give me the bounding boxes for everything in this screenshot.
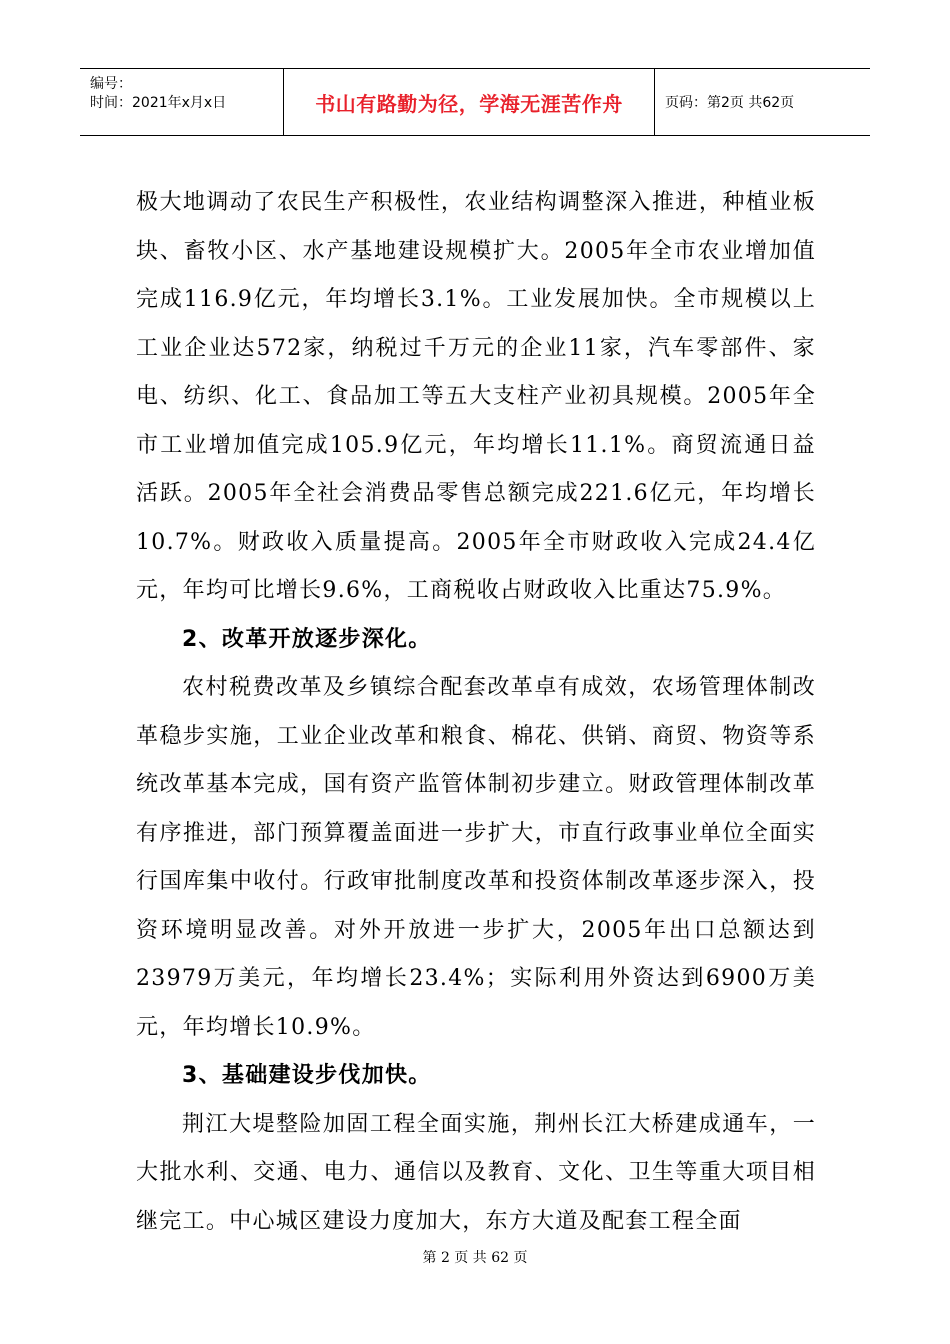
- paragraph-agriculture-industry: 极大地调动了农民生产积极性，农业结构调整深入推进，种植业板块、畜牧小区、水产基地建设规模扩大。2005年全市农业增加值完成116.9亿元，年均增长3.1%。工业发展加快。全市规模以上工业企业达572家，纳税过千万元的企业11家，汽车零部件、家电、纺织、化工、食品加工等五大支柱产业初具规模。2005年全市工业增加值完成105.9亿元，年均增长11.1%。商贸流通日益活跃。2005年全社会消费品零售总额完成221.6亿元，年均增长10.7%。财政收入质量提高。2005年全市财政收入完成24.4亿元，年均可比增长9.6%，工商税收占财政收入比重达75.9%。: [136, 190, 816, 603]
- header-meta: [80, 69, 283, 135]
- time-label: 时间：2021年x月x日: [90, 95, 227, 111]
- section-heading-reform: 2、改革开放逐步深化。: [182, 626, 432, 652]
- page-info: 页码：第2页 共62页: [665, 95, 795, 111]
- number-label: 编号：: [90, 76, 132, 92]
- paragraph-reform: 农村税费改革及乡镇综合配套改革卓有成效，农场管理体制改革稳步实施，工业企业改革和粮食、棉花、供销、商贸、物资等系统改革基本完成，国有资产监管体制初步建立。财政管理体制改革有序推进，部门预算覆盖面进一步扩大，市直行政事业单位全面实行国库集中收付。行政审批制度改革和投资体制改革逐步深入，投资环境明显改善。对外开放进一步扩大，2005年出口总额达到23979万美元，年均增长23.4%；实际利用外资达到6900万美元，年均增长10.9%。: [136, 675, 816, 1040]
- page-footer: 第 2 页 共 62 页: [422, 1250, 528, 1266]
- motto-text: 书山有路勤为径，学海无涯苦作舟: [315, 91, 623, 116]
- document-body: [136, 179, 816, 1246]
- section-heading-infrastructure: 3、基础建设步伐加快。: [182, 1063, 432, 1088]
- header-motto-cell: [283, 69, 655, 135]
- paragraph-infrastructure: 荆江大堤整险加固工程全面实施，荆州长江大桥建成通车，一大批水利、交通、电力、通信以及教育、文化、卫生等重大项目相继完工。中心城区建设力度加大，东方大道及配套工程全面: [136, 1111, 816, 1234]
- page-header: [80, 68, 870, 136]
